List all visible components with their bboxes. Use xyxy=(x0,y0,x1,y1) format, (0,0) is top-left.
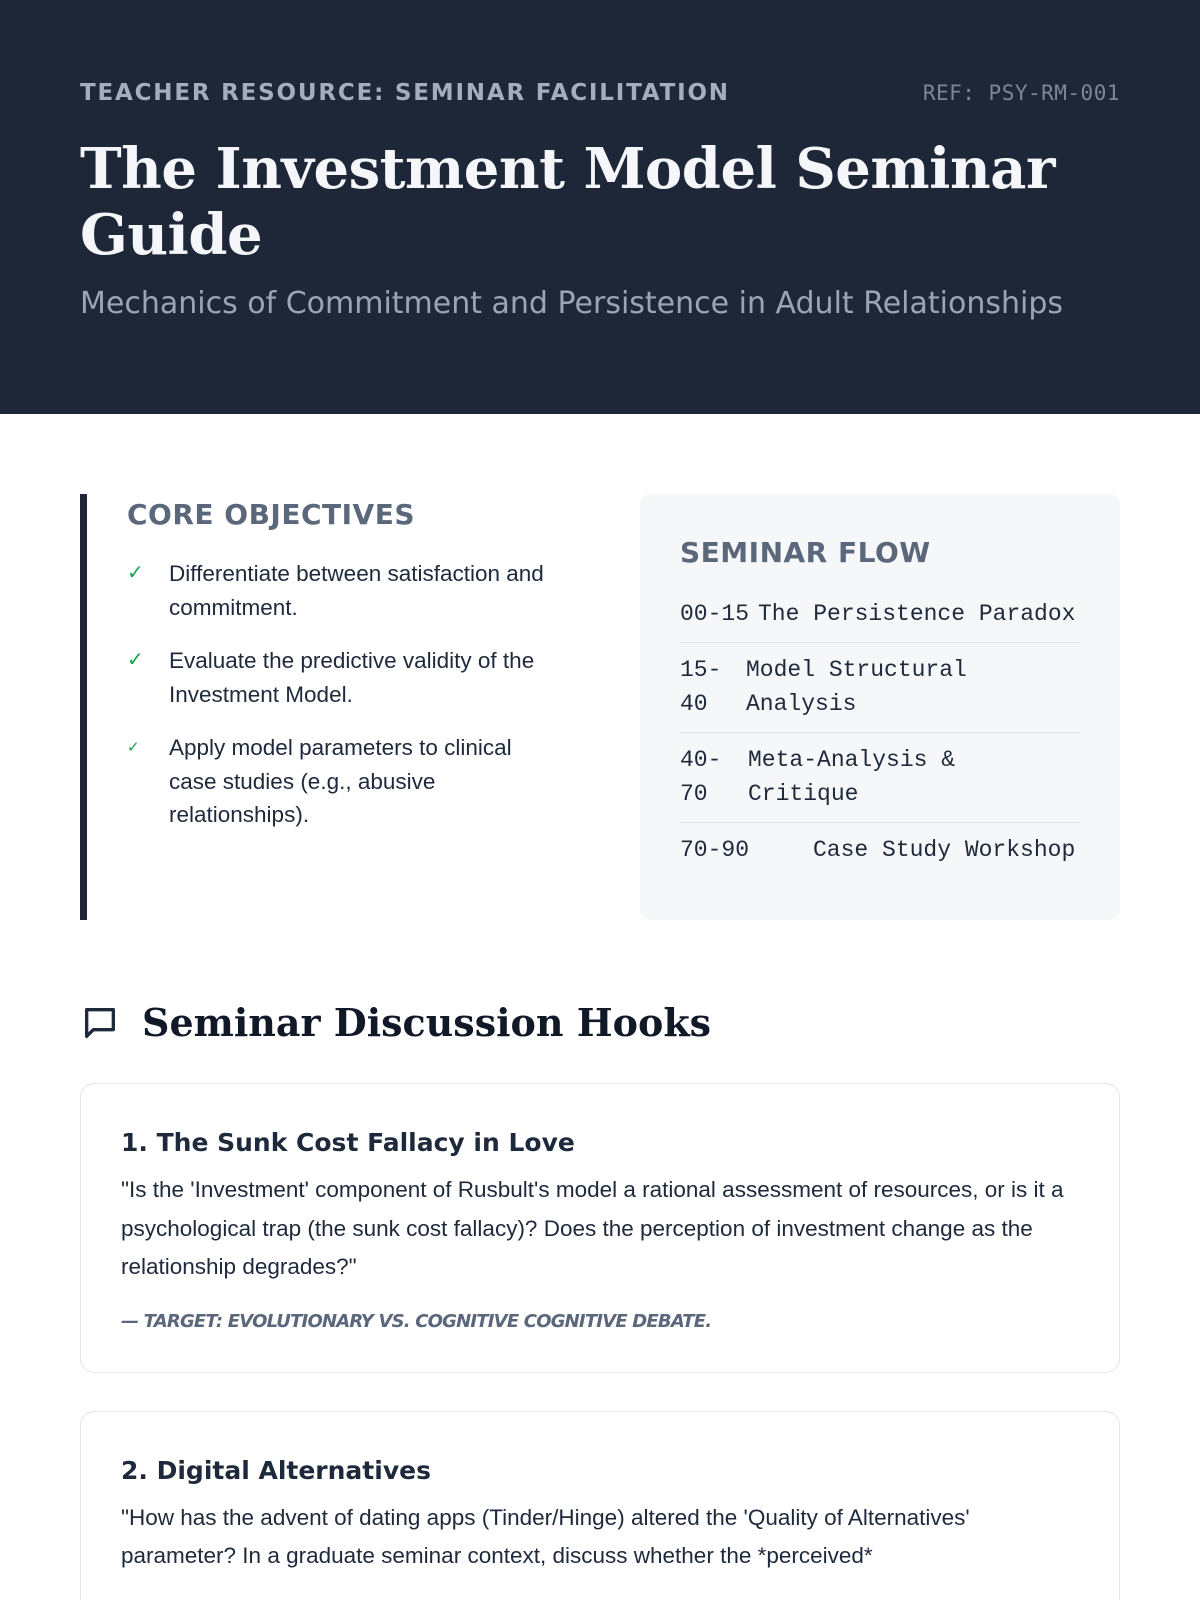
core-objectives-panel xyxy=(80,494,560,920)
hook-quote: "Is the 'Investment' component of Rusbult's model a rational assessment of resources, or is it a psychological trap (the sunk cost fallacy)? Does the perception of investment change as the relationship degrades?" xyxy=(121,1177,1064,1279)
reference-code: REF: PSY-RM-001 xyxy=(922,81,1120,105)
hooks-title: Seminar Discussion Hooks xyxy=(142,1000,712,1045)
seminar-flow-label: SEMINAR FLOW xyxy=(680,536,931,569)
core-objectives-label: CORE OBJECTIVES xyxy=(127,498,416,531)
chat-bubble-icon xyxy=(80,1003,120,1043)
header-top-row xyxy=(80,80,1120,106)
page-header xyxy=(0,0,1200,414)
hooks-header xyxy=(0,920,1200,1045)
check-icon: ✓ xyxy=(127,739,140,756)
objective-item xyxy=(127,557,560,624)
flow-time: 70-90 xyxy=(680,837,750,863)
hook-card xyxy=(80,1411,1120,1600)
hook-quote: "How has the advent of dating apps (Tinder/Hinge) altered the 'Quality of Alternatives' parameter? In a graduate seminar context, discuss whether the *perceived* xyxy=(121,1504,970,1568)
flow-row xyxy=(680,587,1080,643)
flow-row xyxy=(680,823,1080,878)
objective-text: Apply model parameters to clinical case studies (e.g., abusive relationships). xyxy=(169,735,512,827)
overview-section xyxy=(0,414,1200,920)
seminar-flow-panel xyxy=(640,494,1120,920)
check-icon: ✓ xyxy=(127,649,144,671)
flow-time: 40-70 xyxy=(680,747,722,807)
hook-target: — TARGET: EVOLUTIONARY VS. COGNITIVE COGNITIVE DEBATE. xyxy=(121,1310,712,1332)
flow-time: 00-15 xyxy=(680,601,750,627)
flow-name: Model Structural Analysis xyxy=(746,657,967,717)
hook-card xyxy=(80,1083,1120,1373)
resource-eyebrow: TEACHER RESOURCE: SEMINAR FACILITATION xyxy=(80,80,730,106)
objective-item xyxy=(127,644,560,711)
flow-name: The Persistence Paradox xyxy=(758,601,1076,627)
flow-row xyxy=(680,643,1080,733)
hook-title: 2. Digital Alternatives xyxy=(121,1455,431,1485)
objectives-list xyxy=(127,557,560,832)
page-subtitle: Mechanics of Commitment and Persistence in Adult Relationships xyxy=(80,286,1063,321)
flow-name: Case Study Workshop xyxy=(813,837,1076,863)
hook-title: 1. The Sunk Cost Fallacy in Love xyxy=(121,1128,575,1157)
flow-time: 15-40 xyxy=(680,657,722,717)
check-icon: ✓ xyxy=(127,562,144,584)
flow-name: Meta-Analysis & Critique xyxy=(748,747,956,807)
page-title: The Investment Model Seminar Guide xyxy=(80,136,1055,268)
flow-row xyxy=(680,733,1080,823)
objective-text: Evaluate the predictive validity of the Investment Model. xyxy=(169,648,535,707)
discussion-hooks-section xyxy=(0,920,1200,1600)
objective-text: Differentiate between satisfaction and commitment. xyxy=(169,561,544,620)
objective-item xyxy=(127,731,560,832)
